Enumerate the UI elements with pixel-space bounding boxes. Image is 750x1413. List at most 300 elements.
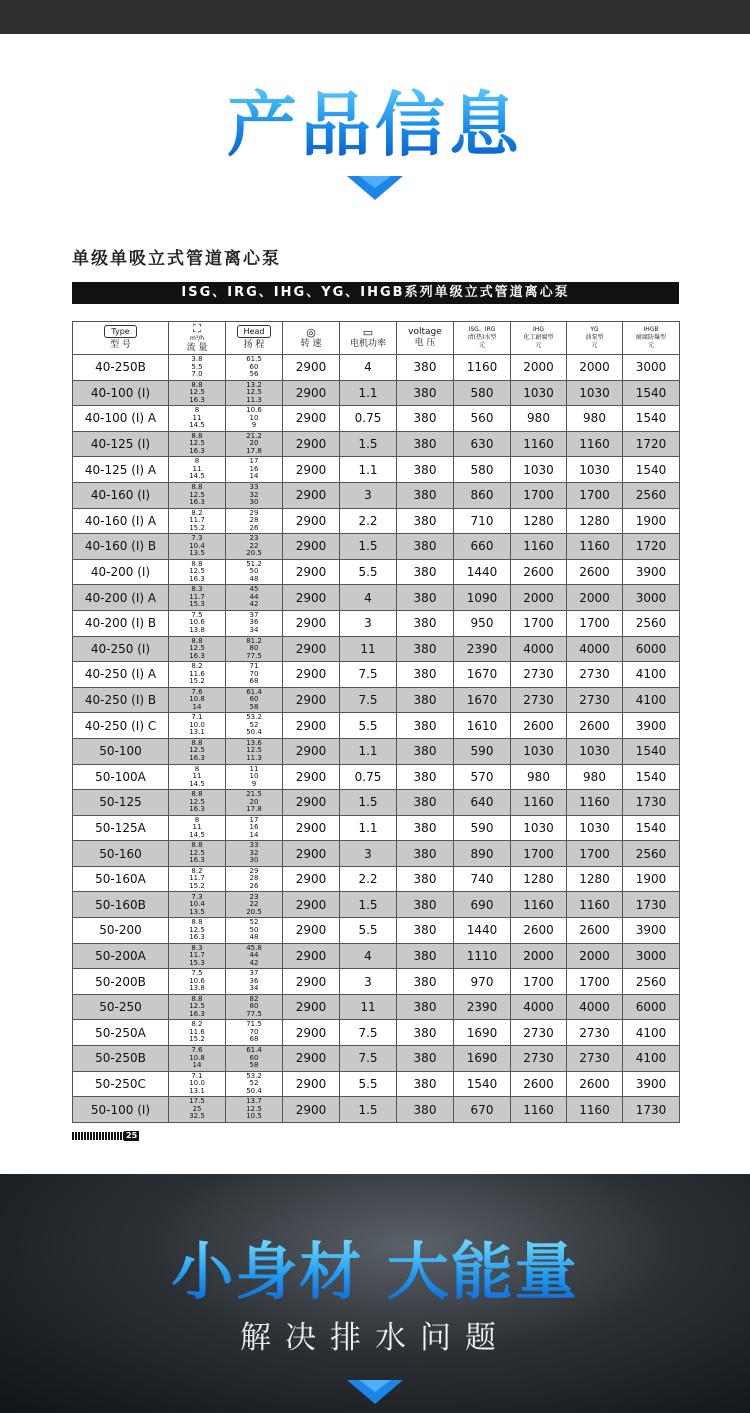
cell-isg: 660 [454, 534, 511, 560]
flow-value: 8 [194, 815, 200, 824]
cell-voltage: 380 [397, 815, 454, 841]
cell-type: 40-200 (Ⅰ) B [73, 610, 169, 636]
cell-ihg: 2600 [511, 713, 567, 739]
cell-type: 50-250A [73, 1020, 169, 1046]
head-value: 45 [249, 585, 259, 594]
table-row [73, 559, 680, 585]
cell-flow [169, 534, 226, 560]
cell-flow [169, 482, 226, 508]
cell-ihg: 1700 [511, 610, 567, 636]
cell-voltage: 380 [397, 482, 454, 508]
head-value: 11 [249, 764, 259, 773]
cell-power: 1.1 [340, 457, 397, 483]
cell-voltage: 380 [397, 636, 454, 662]
header-isg [454, 322, 511, 355]
cell-voltage: 380 [397, 738, 454, 764]
cell-ihgb: 1900 [623, 866, 680, 892]
cell-flow [169, 943, 226, 969]
cell-flow [169, 380, 226, 406]
table-row [73, 815, 680, 841]
cell-voltage: 380 [397, 1097, 454, 1123]
head-value: 81.2 [246, 636, 262, 645]
table-row [73, 610, 680, 636]
cell-speed: 2900 [283, 431, 340, 457]
cell-isg: 1540 [454, 1071, 511, 1097]
head-value: 28 [249, 874, 259, 883]
head-value: 56 [249, 370, 259, 379]
cell-yg: 1030 [567, 815, 623, 841]
table-row [73, 713, 680, 739]
spec-table [72, 321, 680, 1123]
head-value: 61.5 [246, 355, 262, 364]
cell-head [226, 943, 283, 969]
hero-title: 产品信息 [0, 82, 750, 168]
flow-value: 14.5 [189, 421, 205, 430]
cell-flow [169, 918, 226, 944]
cell-ihgb: 1730 [623, 790, 680, 816]
cell-flow [169, 687, 226, 713]
flow-value: 12.5 [189, 848, 205, 857]
flow-value: 11 [192, 413, 202, 422]
cell-yg: 1160 [567, 1097, 623, 1123]
cell-speed: 2900 [283, 815, 340, 841]
cell-ihg: 2600 [511, 1071, 567, 1097]
flow-value: 10.4 [189, 541, 205, 550]
cell-yg: 1280 [567, 866, 623, 892]
flow-value: 25 [192, 1104, 202, 1113]
flow-value: 7.1 [191, 1071, 203, 1080]
table-header-row [73, 322, 680, 355]
flow-value: 8.8 [191, 483, 203, 492]
flow-value: 11.7 [189, 516, 205, 525]
cell-power: 1.5 [340, 1097, 397, 1123]
cell-type: 40-160 (Ⅰ) B [73, 534, 169, 560]
cell-type: 40-125 (Ⅰ) [73, 431, 169, 457]
cell-isg: 740 [454, 866, 511, 892]
head-value: 60 [249, 1053, 259, 1062]
flow-icon: ⛶ [193, 322, 201, 335]
flow-value: 8.2 [191, 508, 203, 517]
cell-flow [169, 636, 226, 662]
flow-value: 16.3 [189, 805, 205, 814]
flow-value: 7.5 [191, 969, 203, 978]
cell-yg: 4000 [567, 994, 623, 1020]
cell-ihg: 2000 [511, 585, 567, 611]
table-row [73, 943, 680, 969]
table-row [73, 482, 680, 508]
speed-gauge-icon: ◎ [306, 326, 316, 339]
flow-value: 13.8 [189, 625, 205, 634]
flow-value: 16.3 [189, 753, 205, 762]
head-value: 61.4 [246, 1046, 262, 1055]
cell-yg: 2600 [567, 713, 623, 739]
motor-icon: ▭ [362, 326, 374, 339]
cell-ihgb: 4100 [623, 1046, 680, 1072]
flow-value: 8.2 [191, 662, 203, 671]
flow-value: 16.3 [189, 1009, 205, 1018]
head-value: 80 [249, 1002, 259, 1011]
flow-value: 13.5 [189, 549, 205, 558]
cell-speed: 2900 [283, 1071, 340, 1097]
cell-speed: 2900 [283, 687, 340, 713]
chevron-down-icon [347, 1380, 403, 1404]
cell-power: 1.5 [340, 790, 397, 816]
cell-voltage: 380 [397, 841, 454, 867]
cell-ihgb: 4100 [623, 687, 680, 713]
cell-flow [169, 1046, 226, 1072]
flow-value: 8.8 [191, 636, 203, 645]
cell-flow [169, 559, 226, 585]
head-value: 12.5 [246, 1104, 262, 1113]
table-row [73, 585, 680, 611]
cell-flow [169, 866, 226, 892]
flow-value: 10.0 [189, 1079, 205, 1088]
head-value: 33 [249, 483, 259, 492]
flow-value: 16.3 [189, 651, 205, 660]
cell-isg: 630 [454, 431, 511, 457]
cell-isg: 560 [454, 406, 511, 432]
flow-value: 15.2 [189, 1035, 205, 1044]
cell-power: 7.5 [340, 1020, 397, 1046]
head-value: 60 [249, 362, 259, 371]
cell-type: 50-160A [73, 866, 169, 892]
cell-type: 40-250 (Ⅰ) C [73, 713, 169, 739]
cell-flow [169, 790, 226, 816]
head-value: 48 [249, 933, 259, 942]
cell-power: 11 [340, 636, 397, 662]
flow-value: 13.1 [189, 1086, 205, 1095]
flow-value: 11.7 [189, 874, 205, 883]
head-value: 52 [249, 1079, 259, 1088]
header-flow [169, 322, 226, 355]
cell-head [226, 892, 283, 918]
cell-isg: 970 [454, 969, 511, 995]
cell-yg: 1030 [567, 380, 623, 406]
head-value: 58 [249, 702, 259, 711]
flow-value: 11.7 [189, 592, 205, 601]
cell-type: 40-125 (Ⅰ) A [73, 457, 169, 483]
flow-value: 3.8 [191, 355, 203, 364]
cell-head [226, 866, 283, 892]
head-value: 50 [249, 567, 259, 576]
flow-value: 10.8 [189, 1053, 205, 1062]
flow-value: 10.6 [189, 976, 205, 985]
flow-value: 15.2 [189, 523, 205, 532]
head-value: 33 [249, 841, 259, 850]
cell-type: 50-100 (Ⅰ) [73, 1097, 169, 1123]
flow-value: 16.3 [189, 933, 205, 942]
cell-ihg: 1280 [511, 866, 567, 892]
flow-value: 7.3 [191, 892, 203, 901]
flow-value: 16.3 [189, 856, 205, 865]
head-value: 36 [249, 976, 259, 985]
head-value: 12.5 [246, 746, 262, 755]
flow-value: 10.4 [189, 900, 205, 909]
cell-flow [169, 355, 226, 381]
cell-voltage: 380 [397, 662, 454, 688]
cell-ihg: 1030 [511, 457, 567, 483]
header-type [73, 322, 169, 355]
cell-ihg: 1160 [511, 1097, 567, 1123]
cell-type: 40-200 (Ⅰ) A [73, 585, 169, 611]
flow-value: 8.8 [191, 559, 203, 568]
cell-type: 50-160 [73, 841, 169, 867]
cell-isg: 1610 [454, 713, 511, 739]
cell-head [226, 1020, 283, 1046]
cell-isg: 570 [454, 764, 511, 790]
head-value: 23 [249, 892, 259, 901]
flow-value: 12.5 [189, 567, 205, 576]
flow-value: 14.5 [189, 779, 205, 788]
header-head [226, 322, 283, 355]
table-row [73, 790, 680, 816]
cell-flow [169, 406, 226, 432]
cell-isg: 580 [454, 380, 511, 406]
head-value: 16 [249, 464, 259, 473]
cell-flow [169, 1071, 226, 1097]
head-value: 50.4 [246, 1086, 262, 1095]
cell-isg: 690 [454, 892, 511, 918]
cell-flow [169, 610, 226, 636]
head-value: 10.5 [246, 1112, 262, 1121]
cell-yg: 2730 [567, 1046, 623, 1072]
table-row [73, 866, 680, 892]
head-value: 42 [249, 600, 259, 609]
flow-value: 16.3 [189, 574, 205, 583]
cell-ihgb: 3000 [623, 355, 680, 381]
head-value: 82 [249, 994, 259, 1003]
head-value: 20 [249, 439, 259, 448]
cell-ihg: 2600 [511, 918, 567, 944]
table-row [73, 841, 680, 867]
cell-ihg: 1160 [511, 431, 567, 457]
cell-ihg: 1700 [511, 969, 567, 995]
cell-yg: 1030 [567, 457, 623, 483]
cell-voltage: 380 [397, 610, 454, 636]
cell-yg: 1160 [567, 790, 623, 816]
cell-flow [169, 969, 226, 995]
cell-ihgb: 6000 [623, 636, 680, 662]
cell-ihg: 2600 [511, 559, 567, 585]
cell-ihgb: 3000 [623, 943, 680, 969]
table-row [73, 1046, 680, 1072]
cell-isg: 1440 [454, 559, 511, 585]
head-value: 80 [249, 644, 259, 653]
cell-speed: 2900 [283, 559, 340, 585]
cell-ihgb: 3900 [623, 918, 680, 944]
cell-type: 50-100A [73, 764, 169, 790]
header-ihgb [623, 322, 680, 355]
cell-head [226, 841, 283, 867]
flow-value: 7.6 [191, 687, 203, 696]
cell-ihg: 4000 [511, 994, 567, 1020]
header-ihg-l3: 元 [535, 342, 542, 349]
flow-value: 14.5 [189, 472, 205, 481]
cell-yg: 980 [567, 764, 623, 790]
head-value: 11.3 [246, 753, 262, 762]
table-row [73, 738, 680, 764]
cell-power: 1.5 [340, 431, 397, 457]
head-value: 50 [249, 925, 259, 934]
cell-ihg: 2730 [511, 1020, 567, 1046]
head-value: 26 [249, 523, 259, 532]
cell-head [226, 431, 283, 457]
cell-voltage: 380 [397, 790, 454, 816]
chevron-down-icon [347, 176, 403, 200]
cell-ihg: 1030 [511, 738, 567, 764]
table-row [73, 431, 680, 457]
cell-type: 50-200 [73, 918, 169, 944]
cell-ihgb: 3900 [623, 1071, 680, 1097]
head-value: 21.2 [246, 431, 262, 440]
top-bar [0, 0, 750, 34]
header-yg [567, 322, 623, 355]
flow-value: 7.0 [191, 370, 203, 379]
header-isg-l1: ISG、IRG [468, 326, 496, 333]
section-heading: 单级单吸立式管道离心泵 [72, 249, 281, 269]
cell-yg: 1700 [567, 610, 623, 636]
cell-head [226, 457, 283, 483]
head-value: 22 [249, 900, 259, 909]
head-value: 58 [249, 1061, 259, 1070]
table-row [73, 1097, 680, 1123]
cell-speed: 2900 [283, 892, 340, 918]
flow-value: 15.3 [189, 958, 205, 967]
cell-ihgb: 2560 [623, 482, 680, 508]
cell-ihgb: 1540 [623, 764, 680, 790]
flow-value: 5.5 [191, 362, 203, 371]
flow-value: 12.5 [189, 388, 205, 397]
header-speed [283, 322, 340, 355]
cell-isg: 1090 [454, 585, 511, 611]
flow-value: 10.6 [189, 618, 205, 627]
header-yg-l1: YG [590, 326, 599, 333]
head-value: 36 [249, 618, 259, 627]
cell-type: 40-100 (Ⅰ) A [73, 406, 169, 432]
cell-voltage: 380 [397, 687, 454, 713]
table-row [73, 457, 680, 483]
cell-flow [169, 457, 226, 483]
series-title: ISG、IRG、IHG、YG、IHGB系列单级立式管道离心泵 [72, 282, 679, 304]
cell-yg: 2000 [567, 943, 623, 969]
cell-voltage: 380 [397, 431, 454, 457]
head-value: 37 [249, 969, 259, 978]
table-row [73, 508, 680, 534]
cell-isg: 1690 [454, 1020, 511, 1046]
cell-isg: 590 [454, 738, 511, 764]
flow-value: 13.8 [189, 984, 205, 993]
cell-power: 0.75 [340, 764, 397, 790]
flow-value: 12.5 [189, 797, 205, 806]
cell-type: 50-100 [73, 738, 169, 764]
table-row [73, 534, 680, 560]
header-voltage [397, 322, 454, 355]
head-value: 70 [249, 669, 259, 678]
cell-isg: 860 [454, 482, 511, 508]
cell-voltage: 380 [397, 1071, 454, 1097]
cell-power: 5.5 [340, 1071, 397, 1097]
head-value: 17.8 [246, 446, 262, 455]
head-value: 17 [249, 815, 259, 824]
cell-voltage: 380 [397, 1046, 454, 1072]
head-value: 26 [249, 881, 259, 890]
cell-ihg: 1160 [511, 790, 567, 816]
cell-power: 7.5 [340, 1046, 397, 1072]
cell-isg: 1670 [454, 687, 511, 713]
spec-table-body [73, 355, 680, 1123]
head-value: 13.7 [246, 1097, 262, 1106]
cell-isg: 1440 [454, 918, 511, 944]
cell-type: 50-250 [73, 994, 169, 1020]
header-ihgb-l2: 耐腐防爆型 [635, 334, 666, 341]
header-ihg-l2: 化工耐腐型 [523, 334, 554, 341]
head-value: 10 [249, 413, 259, 422]
head-value: 48 [249, 574, 259, 583]
cell-ihgb: 2560 [623, 841, 680, 867]
flow-value: 8 [194, 457, 200, 466]
table-row [73, 636, 680, 662]
head-value: 23 [249, 534, 259, 543]
cell-head [226, 406, 283, 432]
flow-value: 10.8 [189, 695, 205, 704]
cell-ihg: 2730 [511, 687, 567, 713]
cell-ihgb: 4100 [623, 1020, 680, 1046]
cell-yg: 1280 [567, 508, 623, 534]
cell-isg: 950 [454, 610, 511, 636]
flow-value: 11.6 [189, 1027, 205, 1036]
flow-value: 14.5 [189, 830, 205, 839]
head-value: 20.5 [246, 907, 262, 916]
cell-speed: 2900 [283, 406, 340, 432]
flow-value: 7.1 [191, 713, 203, 722]
header-head-cn: 扬 程 [243, 340, 265, 350]
cell-type: 50-250C [73, 1071, 169, 1097]
flow-value: 8.8 [191, 431, 203, 440]
head-value: 44 [249, 951, 259, 960]
cell-speed: 2900 [283, 482, 340, 508]
cell-power: 11 [340, 994, 397, 1020]
cell-ihgb: 6000 [623, 994, 680, 1020]
cell-speed: 2900 [283, 457, 340, 483]
cell-voltage: 380 [397, 355, 454, 381]
head-value: 17 [249, 457, 259, 466]
header-voltage-cn: 电 压 [414, 338, 436, 348]
cell-isg: 590 [454, 815, 511, 841]
cell-head [226, 662, 283, 688]
flow-value: 16.3 [189, 498, 205, 507]
header-power-cn: 电机功率 [349, 339, 386, 349]
head-value: 30 [249, 498, 259, 507]
cell-yg: 1700 [567, 841, 623, 867]
table-row [73, 662, 680, 688]
cell-flow [169, 994, 226, 1020]
cell-yg: 1700 [567, 969, 623, 995]
flow-value: 8.2 [191, 1020, 203, 1029]
slogan: 小身材 大能量 [0, 1233, 750, 1311]
cell-ihgb: 2560 [623, 610, 680, 636]
cell-speed: 2900 [283, 662, 340, 688]
cell-ihg: 2730 [511, 1046, 567, 1072]
cell-head [226, 380, 283, 406]
cell-flow [169, 841, 226, 867]
header-ihgb-l1: IHGB [643, 326, 659, 333]
cell-power: 3 [340, 969, 397, 995]
cell-voltage: 380 [397, 969, 454, 995]
cell-speed: 2900 [283, 585, 340, 611]
head-value: 29 [249, 866, 259, 875]
table-row [73, 1020, 680, 1046]
cell-power: 1.1 [340, 815, 397, 841]
